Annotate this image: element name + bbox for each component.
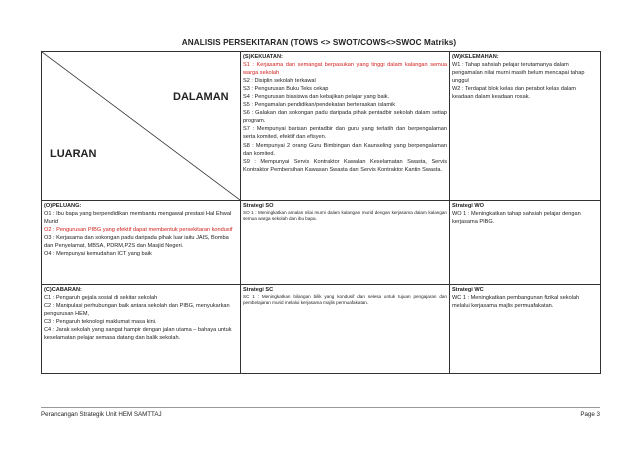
list-item: S8 : Mempunyai 2 orang Guru Bimbingan dan Kaunseling yang berpengalaman dan komited. bbox=[243, 142, 447, 157]
list-item: W1 : Tahap sahsiah pelajar terutamanya dalam pengamalan nilai murni masih belum mencapai tahap unggul bbox=[452, 62, 585, 85]
dalaman-label: DALAMAN bbox=[173, 91, 229, 103]
list-item: S1 : Kerjasama dan semangat berpasukan yang tinggi dalam kalangan semua warga sekolah bbox=[243, 62, 447, 77]
opportunities-list bbox=[44, 210, 238, 258]
weaknesses-heading: (W)KELEMAHAN: bbox=[452, 54, 499, 60]
strengths-cell bbox=[241, 52, 450, 201]
strengths-heading: (S)KEKUATAN: bbox=[243, 54, 283, 60]
strategy-wo-text: WO 1 : Meningkatkan tahap sahsiah pelajar dengan kerjasama PIBG. bbox=[452, 211, 581, 226]
list-item: O1 : Ibu bapa yang berpendidikan membantu mengawal prestasi Hal Ehwal Murid bbox=[44, 211, 232, 226]
threats-cell bbox=[42, 285, 241, 374]
opportunities-heading: (O)PELUANG: bbox=[44, 203, 82, 209]
list-item: O2 : Pengurusan PIBG yang efektif dapat membentuk persekitaran kondusif bbox=[44, 227, 233, 234]
list-item: W2 : Terdapat blok kelas dan perabot kelas dalam keadaan dalam keadaan rosak. bbox=[452, 86, 576, 101]
list-item: S4 : Pengurusan biasiswa dan kebajikan pelajar yang baik. bbox=[243, 94, 390, 101]
footer-page-number: Page 3 bbox=[580, 411, 600, 418]
list-item: C4 : Jarak sekolah yang sangat hampir dengan jalan utama – bahaya untuk keselamatan pelajar semasa datang dan balik sekolah. bbox=[44, 327, 232, 342]
list-item: C1 : Pengaruh gejala sosial di sekitar sekolah bbox=[44, 295, 158, 302]
strategy-wc-heading: Strategi WC bbox=[452, 287, 484, 293]
strategy-so-text: SO 1 : Meningkatkan amalan nilai murni dalam kalangan murid dengan kerjasama dalam kalangan semua warga sekolah dan ibu bapa. bbox=[243, 210, 447, 222]
diagonal-divider bbox=[42, 52, 240, 200]
list-item: S6 : Galakan dan sokongan padu daripada pihak pentadbir sekolah dalam setiap program. bbox=[243, 110, 447, 125]
threats-list bbox=[44, 294, 238, 342]
threats-heading: (C)CABARAN: bbox=[44, 287, 82, 293]
strategy-sc-heading: Strategi SC bbox=[243, 287, 274, 293]
strategy-sc-cell bbox=[241, 285, 450, 374]
footer-document-name: Perancangan Strategik Unit HEM SAMTTAJ bbox=[41, 411, 162, 418]
list-item: S7 : Mempunyai barisan pentadbir dan guru yang terlatih dan berpengalaman serta komited, efektif dan efisyen. bbox=[243, 126, 447, 141]
list-item: S2 : Disiplin sekolah terkawal bbox=[243, 78, 316, 85]
matrix-corner-cell bbox=[42, 52, 241, 201]
list-item: O3 : Kerjasama dan sokongan padu daripada pihak luar iaitu JAIS, Bomba dan Penyelamat, MBSA, PDRM,P2S dan Masjid Negeri. bbox=[44, 235, 229, 250]
strategy-so-cell bbox=[241, 201, 450, 285]
strategy-so-heading: Strategi SO bbox=[243, 203, 274, 209]
opportunities-cell bbox=[42, 201, 241, 285]
list-item: S5 : Pengamalan pendidikan/pendekatan berteraskan islamik bbox=[243, 102, 396, 109]
strategy-wo-cell bbox=[450, 201, 601, 285]
list-item: S9 : Mempunyai Servis Kontraktor Kawalan Keselamatan Swasta, Servis Kontraktor Pembersihan Kawasan Swasta dan Servis Kontraktor Kantin Swasta. bbox=[243, 158, 447, 173]
weaknesses-list bbox=[452, 61, 598, 101]
list-item: C3 : Pengaruh teknologi maklumat masa kini. bbox=[44, 319, 157, 326]
luaran-label: LUARAN bbox=[50, 148, 97, 160]
weaknesses-cell bbox=[450, 52, 601, 201]
swot-matrix bbox=[41, 51, 601, 374]
strengths-list bbox=[243, 61, 447, 174]
list-item: C2 : Manipulasi perhubungan baik antara sekolah dan PIBG, menyukarkan pengurusan HEM, bbox=[44, 303, 230, 318]
strategy-wc-cell bbox=[450, 285, 601, 374]
strategy-wo-heading: Strategi WO bbox=[452, 203, 485, 209]
list-item: S3 : Pengurusan Buku Teks cekap bbox=[243, 86, 329, 93]
document-title: ANALISIS PERSEKITARAN (TOWS <> SWOT/COWS<>SWOC Matriks) bbox=[181, 38, 457, 47]
list-item: O4 : Mempunyai kemudahan ICT yang baik bbox=[44, 251, 152, 258]
page-footer bbox=[41, 407, 600, 418]
strategy-sc-text: SC 1 : Meningkatkan bilangan bilik yang kondusif dan selesa untuk tujuan pengajaran dan pembelajaran murid melalui kerjasama majlis permuafakatan. bbox=[243, 294, 447, 306]
strategy-wc-text: WC 1 : Meningkatkan pembangunan fizikal sekolah melalui kerjasama majlis permuafakatan. bbox=[452, 295, 580, 310]
